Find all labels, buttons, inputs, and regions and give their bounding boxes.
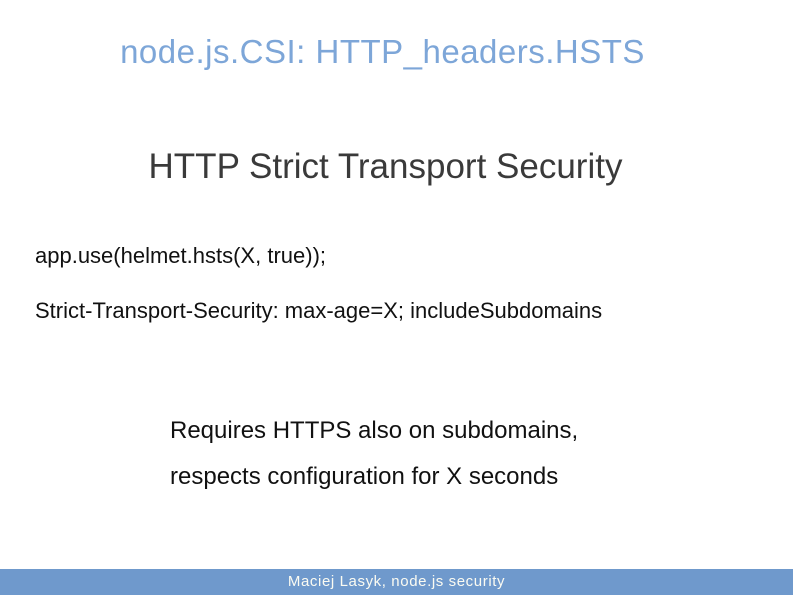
footer-credit: Maciej Lasyk, node.js security [287, 573, 506, 590]
code-line-sts-header: Strict-Transport-Security: max-age=X; includeSubdomains [35, 298, 603, 323]
body-text [170, 408, 578, 500]
slide-subtitle: HTTP Strict Transport Security [148, 147, 623, 186]
code-line-helmet-hsts: app.use(helmet.hsts(X, true)); [35, 243, 327, 268]
body-line-2: respects configuration for X seconds [170, 463, 559, 490]
footer-bar [0, 569, 793, 595]
slide-title: node.js.CSI: HTTP_headers.HSTS [120, 33, 645, 70]
body-line-1: Requires HTTPS also on subdomains, [170, 417, 579, 444]
